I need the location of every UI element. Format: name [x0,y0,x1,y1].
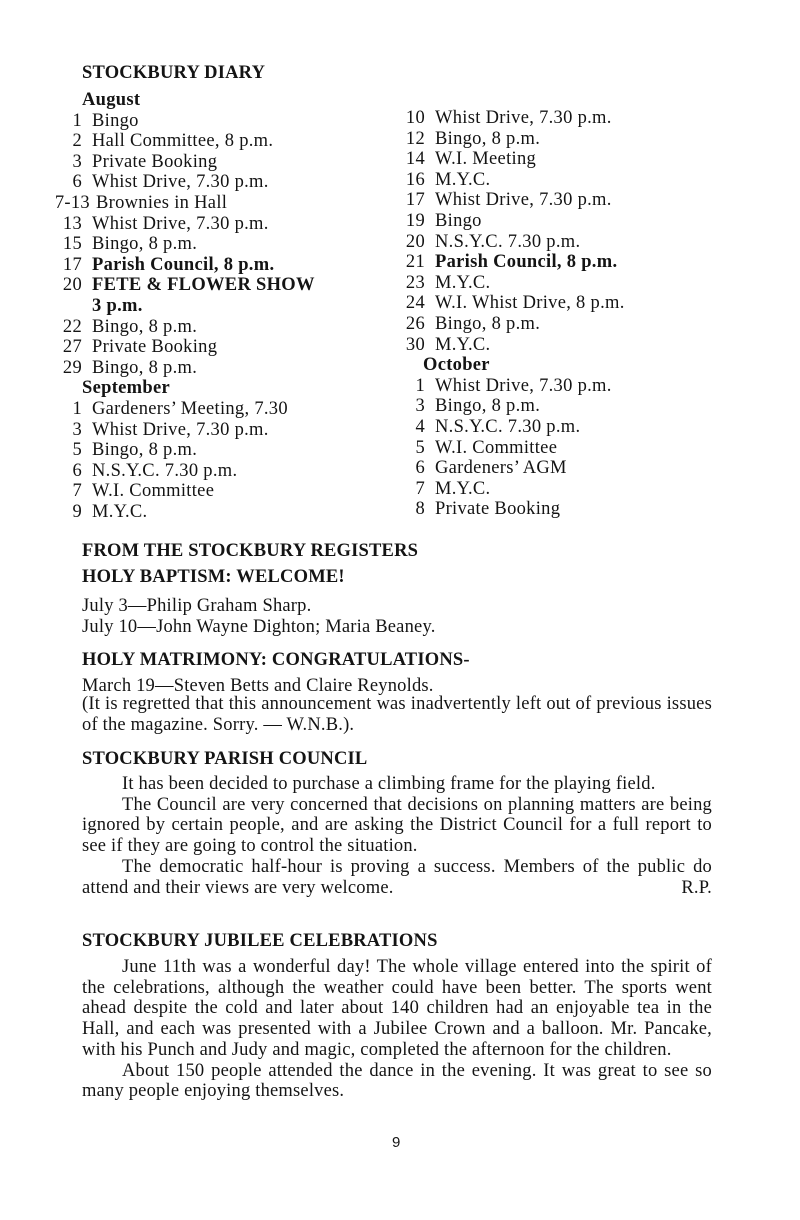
matrimony-line: March 19—Steven Betts and Claire Reynolds. [82,676,434,696]
entry-event: Bingo, 8 p.m. [92,357,198,378]
diary-entry [52,131,392,152]
diary-entry [52,296,392,317]
diary-entry [52,420,392,441]
council-signature: R.P. [681,877,712,898]
entry-event: Bingo, 8 p.m. [435,313,541,334]
diary-entry [395,396,715,417]
entry-date: 3 [72,151,82,172]
diary-entry [52,172,392,193]
entry-date: 8 [415,499,425,520]
entry-date: 15 [62,234,82,255]
diary-entry [52,502,392,523]
diary-entry [395,335,715,356]
matrimony-title: HOLY MATRIMONY: CONGRATULATIONS- [82,650,470,670]
diary-entry [52,275,392,296]
entry-date: 30 [405,334,425,355]
diary-entry [395,417,715,438]
entry-date: 10 [405,108,425,128]
diary-entry [395,149,715,170]
entry-event: Private Booking [435,499,561,520]
entry-event: 3 p.m. [92,295,143,316]
entry-date: 1 [72,110,82,131]
matrimony-note-text: (It is regretted that this announcement was inadvertently left out of previous issues of the magazine. Sorry. — W.N.B.). [82,694,712,735]
entry-event: Parish Council, 8 p.m. [435,252,618,273]
entry-date: 6 [72,172,82,193]
council-paragraph-3 [82,857,712,898]
entry-date: 23 [405,272,425,293]
entry-event: M.Y.C. [435,272,491,293]
entry-event: Private Booking [92,151,218,172]
council-paragraph-2: The Council are very concerned that decisions on planning matters are being ignored by certain people, and are asking the District Council for a full report to see if they are going to control the situation. [82,794,712,857]
diary-entry [395,108,715,129]
entry-event: Bingo, 8 p.m. [92,316,198,337]
diary-entry [395,293,715,314]
diary-entry [52,440,392,461]
entry-date: 1 [72,398,82,419]
jubilee-title: STOCKBURY JUBILEE CELEBRATIONS [82,931,438,951]
entry-event: Bingo [92,110,139,131]
entry-date: 24 [405,293,425,314]
diary-entry [52,461,392,482]
diary-entry [395,458,715,479]
entry-date: 20 [405,231,425,252]
diary-entry [395,129,715,150]
entry-event: Bingo, 8 p.m. [92,234,198,255]
diary-entry [52,317,392,338]
entry-date: 5 [415,437,425,458]
entry-date: 21 [405,252,425,273]
diary-entry [52,337,392,358]
entry-date: 3 [415,396,425,417]
entry-event: Whist Drive, 7.30 p.m. [92,213,269,234]
entry-event: Hall Committee, 8 p.m. [92,131,274,152]
entry-event: M.Y.C. [435,478,491,499]
entry-event: M.Y.C. [92,501,148,522]
diary-entry [395,170,715,191]
entry-date: 7 [72,481,82,502]
entry-event: Bingo, 8 p.m. [435,396,541,417]
diary-entry [52,358,392,379]
diary-entry [395,190,715,211]
baptism-line-2: July 10—John Wayne Dighton; Maria Beaney. [82,617,436,637]
page-number: 9 [392,1134,401,1151]
entry-date: 19 [405,210,425,231]
entry-event: Whist Drive, 7.30 p.m. [435,190,612,211]
entry-event: Gardeners’ Meeting, 7.30 [92,398,288,419]
diary-entry [52,152,392,173]
jubilee-paragraph-2: About 150 people attended the dance in the evening. It was great to see so many people enjoying themselves. [82,1060,712,1102]
registers-title: FROM THE STOCKBURY REGISTERS [82,541,419,561]
jubilee-paragraph-1: June 11th was a wonderful day! The whole village entered into the spirit of the celebrations, although the weather could have been better. The sports went ahead despite the cold and later about 140 children had an enjoyable tea in the Hall, and each was presented with a Jubilee Crown and a balloon. Mr. Pancake, with his Punch and Judy and magic, completed the afternoon for the children. [82,957,712,1060]
entry-event: W.I. Meeting [435,149,537,170]
baptism-title: HOLY BAPTISM: WELCOME! [82,567,345,587]
diary-entry [52,193,392,214]
entry-date: 27 [62,337,82,358]
entry-event: W.I. Whist Drive, 8 p.m. [435,293,625,314]
diary-entry [52,399,392,420]
entry-event: Whist Drive, 7.30 p.m. [435,108,612,128]
entry-date: 16 [405,169,425,190]
diary-right-column [395,108,715,520]
entry-date: 4 [415,416,425,437]
entry-date: 14 [405,149,425,170]
diary-entry [52,481,392,502]
matrimony-note [82,694,712,735]
diary-entry [52,255,392,276]
entry-event: Whist Drive, 7.30 p.m. [435,375,612,396]
entry-date: 20 [62,275,82,296]
entry-date: 7 [415,478,425,499]
entry-event: M.Y.C. [435,169,491,190]
entry-event: Bingo [435,210,482,231]
diary-entry [52,234,392,255]
month-heading: September [82,378,170,399]
entry-date: 17 [62,254,82,275]
entry-date: 3 [72,419,82,440]
baptism-line-1: July 3—Philip Graham Sharp. [82,596,312,616]
entry-date: 1 [415,375,425,396]
entry-event: Bingo, 8 p.m. [435,128,541,149]
jubilee-body [82,957,712,1102]
entry-date: 29 [62,357,82,378]
diary-entry [395,479,715,500]
diary-entry [52,111,392,132]
entry-date: 2 [72,131,82,152]
entry-event: Brownies in Hall [96,192,228,213]
diary-entry [395,232,715,253]
entry-event: N.S.Y.C. 7.30 p.m. [435,416,581,437]
entry-date: 6 [72,460,82,481]
council-paragraph-1: It has been decided to purchase a climbing frame for the playing field. [122,774,656,794]
entry-event: Private Booking [92,337,218,358]
council-paragraph-3-text: The democratic half-hour is proving a success. Members of the public do attend and their views are very welcome. [82,856,712,898]
entry-event: Parish Council, 8 p.m. [92,254,275,275]
diary-entry [395,499,715,520]
diary-entry [395,438,715,459]
diary-entry [395,376,715,397]
council-title: STOCKBURY PARISH COUNCIL [82,749,368,769]
entry-date: 5 [72,440,82,461]
entry-event: W.I. Committee [92,481,215,502]
diary-entry [52,214,392,235]
entry-date: 17 [405,190,425,211]
entry-event: N.S.Y.C. 7.30 p.m. [92,460,238,481]
diary-title: STOCKBURY DIARY [82,63,266,83]
entry-date: 26 [405,313,425,334]
entry-date: 9 [72,501,82,522]
diary-entry [395,314,715,335]
entry-date: 12 [405,128,425,149]
entry-event: W.I. Committee [435,437,558,458]
diary-entry [395,211,715,232]
diary-entry [395,273,715,294]
entry-event: N.S.Y.C. 7.30 p.m. [435,231,581,252]
entry-event: Bingo, 8 p.m. [92,440,198,461]
entry-event: FETE & FLOWER SHOW [92,275,315,296]
diary-left-column [52,90,392,522]
entry-event: Gardeners’ AGM [435,458,567,479]
entry-date: 13 [62,213,82,234]
council-body [82,774,712,898]
entry-event: Whist Drive, 7.30 p.m. [92,172,269,193]
month-heading: October [423,355,490,376]
diary-entry [395,252,715,273]
entry-date: 7-13 [54,192,90,213]
entry-event: M.Y.C. [435,334,491,355]
entry-event: Whist Drive, 7.30 p.m. [92,419,269,440]
entry-date: 22 [62,316,82,337]
entry-date: 6 [415,458,425,479]
month-heading: August [82,90,141,110]
